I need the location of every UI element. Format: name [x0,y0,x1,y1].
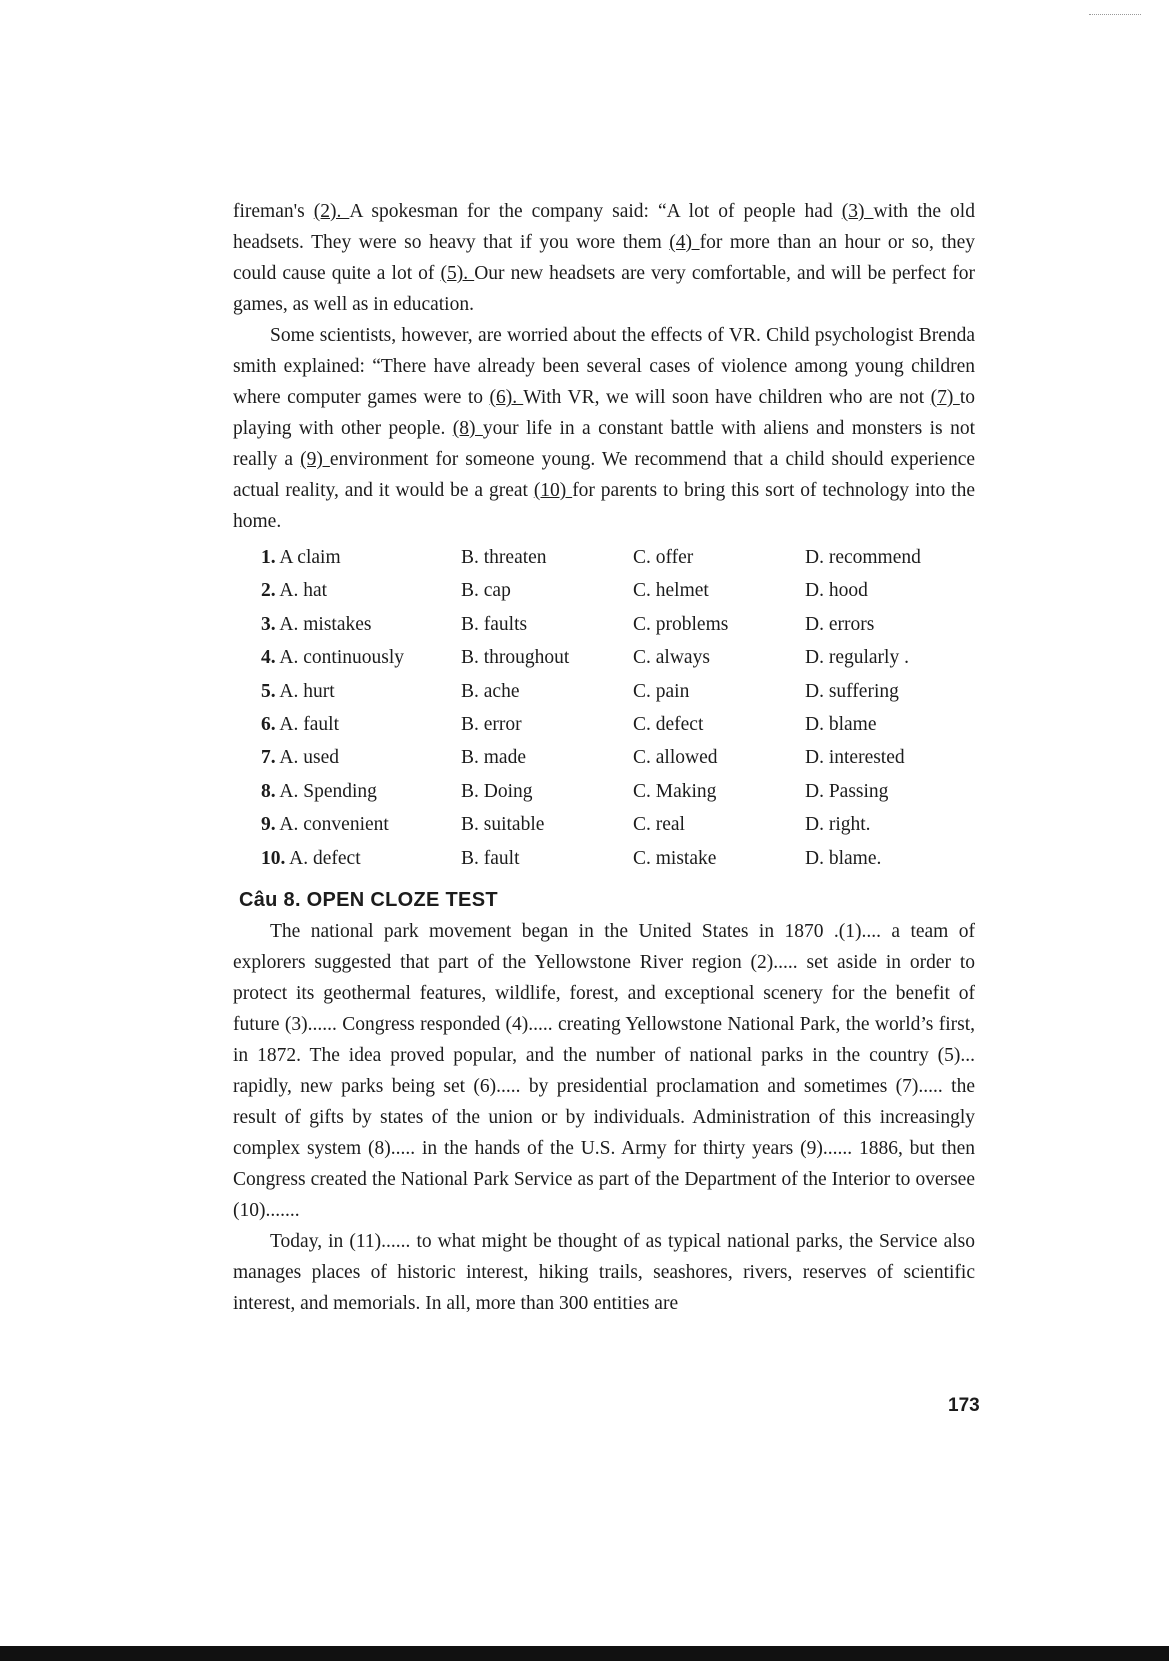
question-number: 6. [261,714,276,736]
option-a-text: A. defect [285,847,361,869]
blank-marker: (6). [489,387,524,408]
option-row [261,541,975,574]
blank-marker: (5). [440,263,475,284]
passage-text: Some scientists, however, are worried about the effects of VR. Child psychologist Brenda smith explained: “There have already been several cases of violence among young children where computer games were to [233,325,975,408]
option-a [261,675,461,708]
option-b: B. made [461,747,526,769]
bottom-scan-border [0,1646,1169,1661]
blank-marker: (2). [313,201,350,222]
option-a [261,541,461,574]
option-a [261,775,461,808]
option-d: D. interested [805,747,905,769]
option-row [261,775,975,808]
blank-marker: (3) [841,201,874,222]
option-a [261,608,461,641]
question-number: 2. [261,580,276,602]
passage-paragraph-2 [233,320,975,537]
answer-options-table [261,541,975,875]
option-c: C. always [633,647,710,669]
option-c: C. Making [633,780,717,802]
option-c: C. defect [633,714,704,736]
blank-marker: (8) [452,418,483,439]
option-b: B. Doing [461,780,533,802]
option-row [261,708,975,741]
option-a [261,842,461,875]
option-c: C. problems [633,613,729,635]
option-a [261,641,461,674]
option-a-text: A. hat [275,580,328,602]
section-title: Câu 8. OPEN CLOZE TEST [239,889,498,912]
question-number: 9. [261,814,276,836]
cloze-paragraph-2: Today, in (11)...... to what might be thought of as typical national parks, the Service also manages places of historic interest, hiking trails, seashores, rivers, reserves of scientific interest, and memorials. In all, more than 300 entities are [233,1231,975,1315]
passage-text: your life in a constant battle with aliens and monsters is not really a [233,418,975,470]
option-row [261,574,975,607]
question-number: 8. [261,780,276,802]
option-a [261,574,461,607]
question-number: 4. [261,647,276,669]
option-a-text: A claim [275,547,341,568]
option-d: D. right. [805,814,871,836]
option-b: B. throughout [461,647,570,669]
option-row [261,808,975,841]
passage-paragraph-1 [233,196,975,320]
option-d: D. suffering [805,680,899,702]
option-c: C. mistake [633,847,717,869]
passage-text: With VR, we will soon have children who are not [523,387,931,408]
option-row [261,641,975,674]
option-a [261,708,461,741]
option-b: B. ache [461,680,520,702]
option-d: D. blame. [805,847,882,869]
question-number: 3. [261,613,276,635]
question-number: 5. [261,680,276,702]
option-b: B. error [461,714,522,736]
option-row [261,741,975,774]
option-b: B. suitable [461,814,545,836]
passage-text: for parents to bring this sort of technology into the home. [233,480,975,532]
option-c: C. allowed [633,747,718,769]
option-c: C. pain [633,680,690,702]
option-a [261,741,461,774]
passage-text: to playing with other people. [233,387,975,439]
option-d: D. regularly . [805,647,909,669]
option-b: B. cap [461,580,511,602]
corner-dot-mark [1089,14,1141,15]
passage-text: with the old headsets. They were so heavy that if you wore them [233,201,975,253]
option-d: D. Passing [805,780,889,802]
question-number: 1. [261,547,276,568]
option-row [261,842,975,875]
option-a-text: A. used [275,747,339,769]
passage-text: for more than an hour or so, they could cause quite a lot of [233,232,975,284]
option-d: D. blame [805,714,877,736]
option-a-text: A. hurt [275,680,335,702]
passage-text: fireman's [233,201,314,222]
option-d: D. recommend [805,547,921,568]
option-row [261,675,975,708]
option-b: B. faults [461,613,528,635]
option-c: C. offer [633,547,694,568]
cloze-paragraph-1: The national park movement began in the United States in 1870 .(1).... a team of explorers suggested that part of the Yellowstone River region (2)..... set aside in order to protect its geothermal features, wildlife, forest, and exceptional scenery for the benefit of future (3)...... Congress responded (4)..... creating Yellowstone National Park, the world’s first, in 1872. The idea proved popular, and the number of national parks in the country (5)... rapidly, new parks being set (6)..... by presidential proclamation and sometimes (7)..... the result of gifts by states of the union or by individuals. Administration of this increasingly complex system (8)..... in the hands of the U.S. Army for thirty years (9)...... 1886, but then Congress created the National Park Service as part of the Department of the Interior to oversee (10)....... [233,921,975,1222]
option-d: D. errors [805,613,875,635]
option-a-text: A. continuously [275,647,405,669]
question-number: 10. [261,847,286,869]
option-a-text: A. Spending [275,780,377,802]
option-a-text: A. convenient [275,814,389,836]
question-number: 7. [261,747,276,769]
passage-text: A spokesman for the company said: “A lot of people had [349,201,842,222]
option-c: C. real [633,814,685,836]
option-row [261,608,975,641]
blank-marker: (10) [533,480,573,501]
blank-marker: (4) [669,232,700,253]
passage-text: environment for someone young. We recommend that a child should experience actual reality, and it would be a great [233,449,975,501]
option-b: B. threaten [461,547,547,568]
passage-text: Our new headsets are very comfortable, and will be perfect for games, as well as in education. [233,263,975,315]
blank-marker: (7) [930,387,960,408]
option-d: D. hood [805,580,868,602]
page-content [233,196,975,1319]
blank-marker: (9) [300,449,330,470]
page-number: 173 [948,1395,980,1416]
option-a-text: A. fault [275,714,339,736]
option-b: B. fault [461,847,520,869]
option-a [261,808,461,841]
option-c: C. helmet [633,580,709,602]
option-a-text: A. mistakes [275,613,372,635]
